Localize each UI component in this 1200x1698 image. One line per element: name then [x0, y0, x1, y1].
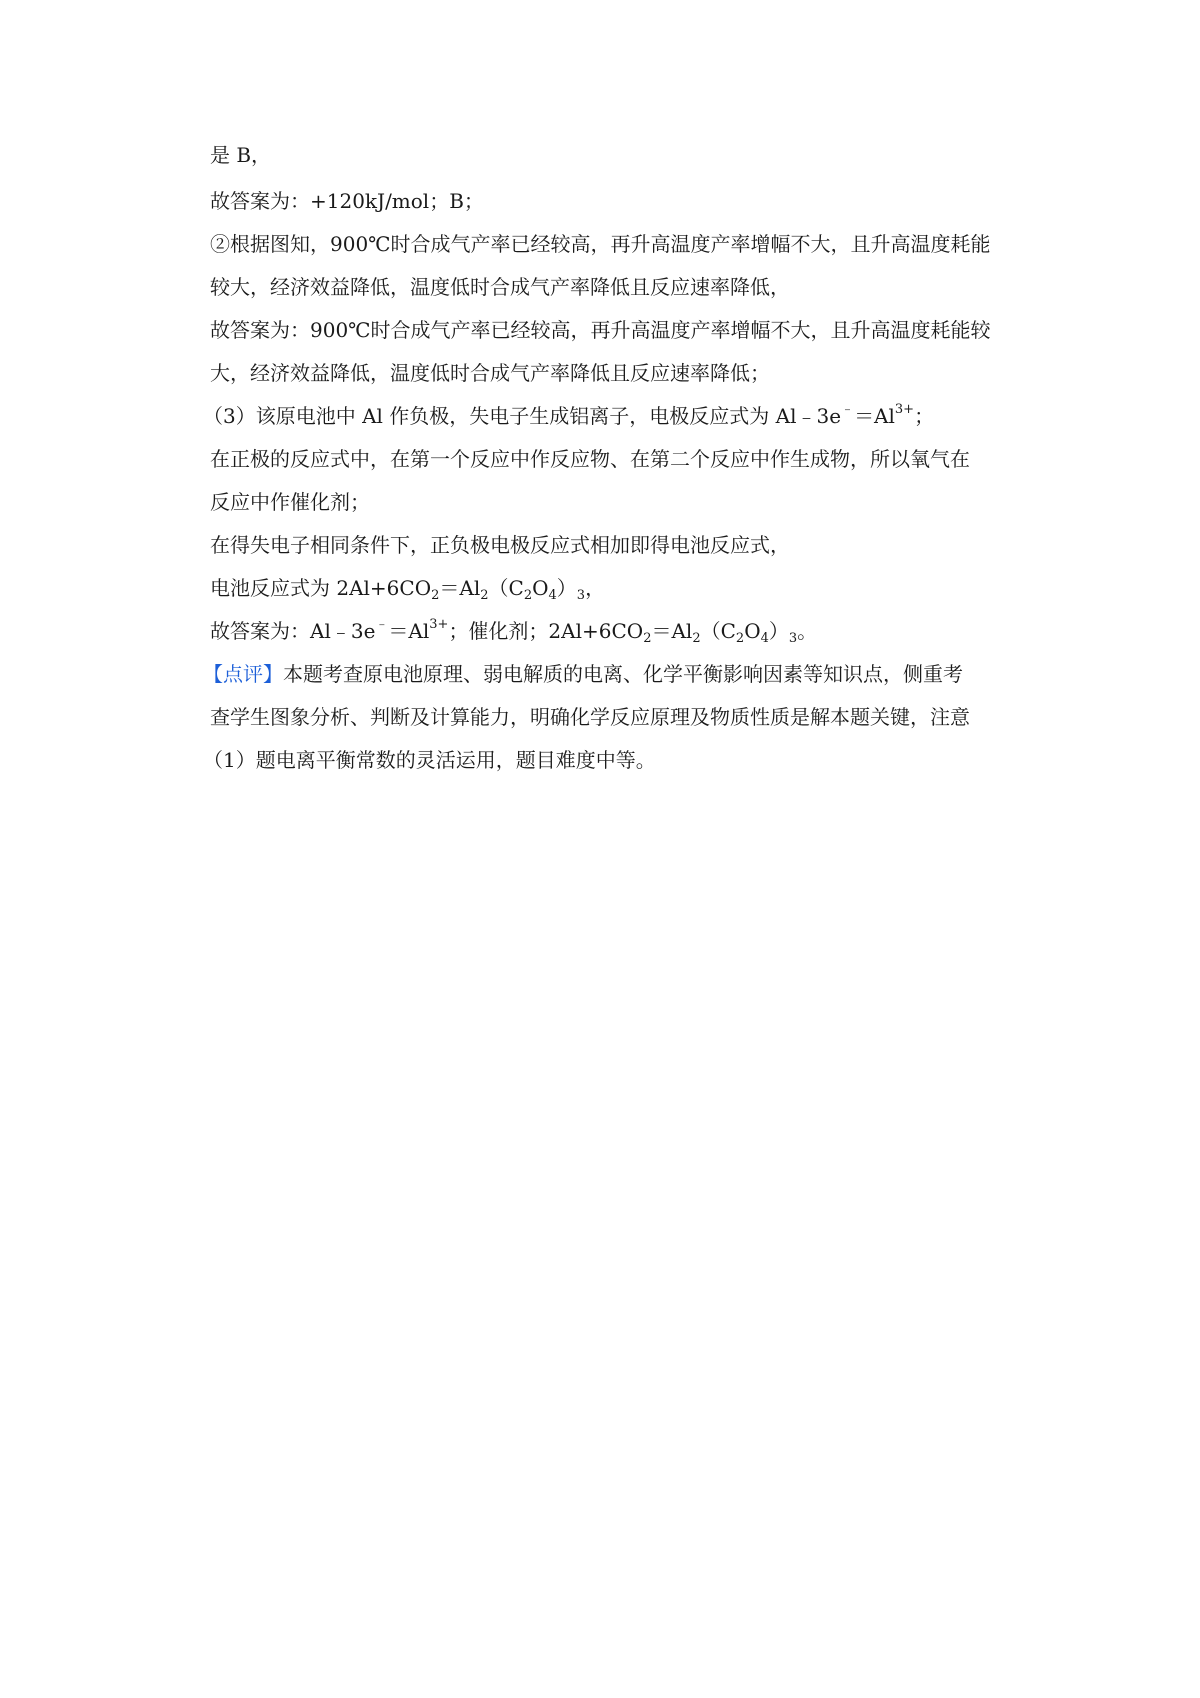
text-line [210, 229, 1030, 259]
text-line [210, 530, 1030, 560]
text-run: ＝Al [854, 404, 895, 428]
text-line [210, 702, 1030, 732]
subscript: 3 [788, 631, 798, 646]
text-run: 反应中作催化剂； [210, 490, 370, 514]
superscript: 3+ [429, 617, 449, 632]
text-run: 。 [797, 619, 818, 643]
text-run: （C [700, 619, 736, 643]
superscript: ﹣ [841, 402, 855, 417]
text-run: ） [556, 576, 577, 600]
text-run: ， [585, 576, 606, 600]
text-run: 故答案为：+120kJ/mol；B； [210, 189, 484, 213]
subscript: 2 [735, 631, 745, 646]
text-run: ； [914, 404, 935, 428]
text-line [210, 272, 1030, 302]
text-run: 是 B， [210, 143, 272, 167]
text-run: ；催化剂；2Al+6CO [448, 619, 644, 643]
text-run: O [744, 619, 761, 643]
subscript: 2 [523, 588, 533, 603]
comment-label: 【点评】 [203, 662, 283, 686]
text-run: （C [488, 576, 524, 600]
text-line [203, 401, 1023, 431]
subscript: 2 [643, 631, 652, 646]
text-line [210, 487, 1030, 517]
text-run: （3）该原电池中 Al 作负极，失电子生成铝离子，电极反应式为 Al﹣3e [203, 404, 842, 428]
text-line [210, 315, 1030, 345]
subscript: 4 [760, 631, 769, 646]
text-line [210, 358, 1030, 388]
text-run: 在得失电子相同条件下，正负极电极反应式相加即得电池反应式， [210, 533, 790, 557]
text-run: 电池反应式为 2Al+6CO [210, 576, 432, 600]
text-line [210, 573, 1030, 603]
text-line [210, 444, 1030, 474]
text-run: 本题考查原电池原理、弱电解质的电离、化学平衡影响因素等知识点，侧重考 [283, 662, 963, 686]
text-line [203, 659, 1023, 689]
text-run: ） [768, 619, 789, 643]
text-run: ＝Al [651, 619, 693, 643]
subscript: 3 [576, 588, 586, 603]
text-run: ＝Al [439, 576, 481, 600]
text-run: 在正极的反应式中，在第一个反应中作反应物、在第二个反应中作生成物，所以氧气在 [210, 447, 970, 471]
text-line [210, 186, 1030, 216]
subscript: 2 [480, 588, 489, 603]
superscript: 3+ [894, 402, 915, 417]
text-run: 较大，经济效益降低，温度低时合成气产率降低且反应速率降低， [210, 275, 790, 299]
superscript: ﹣ [375, 617, 389, 632]
text-line [210, 616, 1030, 646]
text-line [203, 745, 1023, 775]
text-run: ＝Al [388, 619, 430, 643]
text-line [210, 140, 1030, 170]
text-run: ②根据图知，900℃时合成气产率已经较高，再升高温度产率增幅不大，且升高温度耗能 [210, 232, 991, 256]
text-run: O [532, 576, 549, 600]
text-run: （1）题电离平衡常数的灵活运用，题目难度中等。 [203, 748, 656, 772]
subscript: 2 [692, 631, 701, 646]
text-run: 故答案为：Al﹣3e [210, 619, 376, 643]
subscript: 2 [431, 588, 440, 603]
text-run: 查学生图象分析、判断及计算能力，明确化学反应原理及物质性质是解本题关键，注意 [210, 705, 970, 729]
text-run: 大，经济效益降低，温度低时合成气产率降低且反应速率降低； [210, 361, 770, 385]
text-run: 故答案为：900℃时合成气产率已经较高，再升高温度产率增幅不大，且升高温度耗能较 [210, 318, 991, 342]
subscript: 4 [548, 588, 557, 603]
